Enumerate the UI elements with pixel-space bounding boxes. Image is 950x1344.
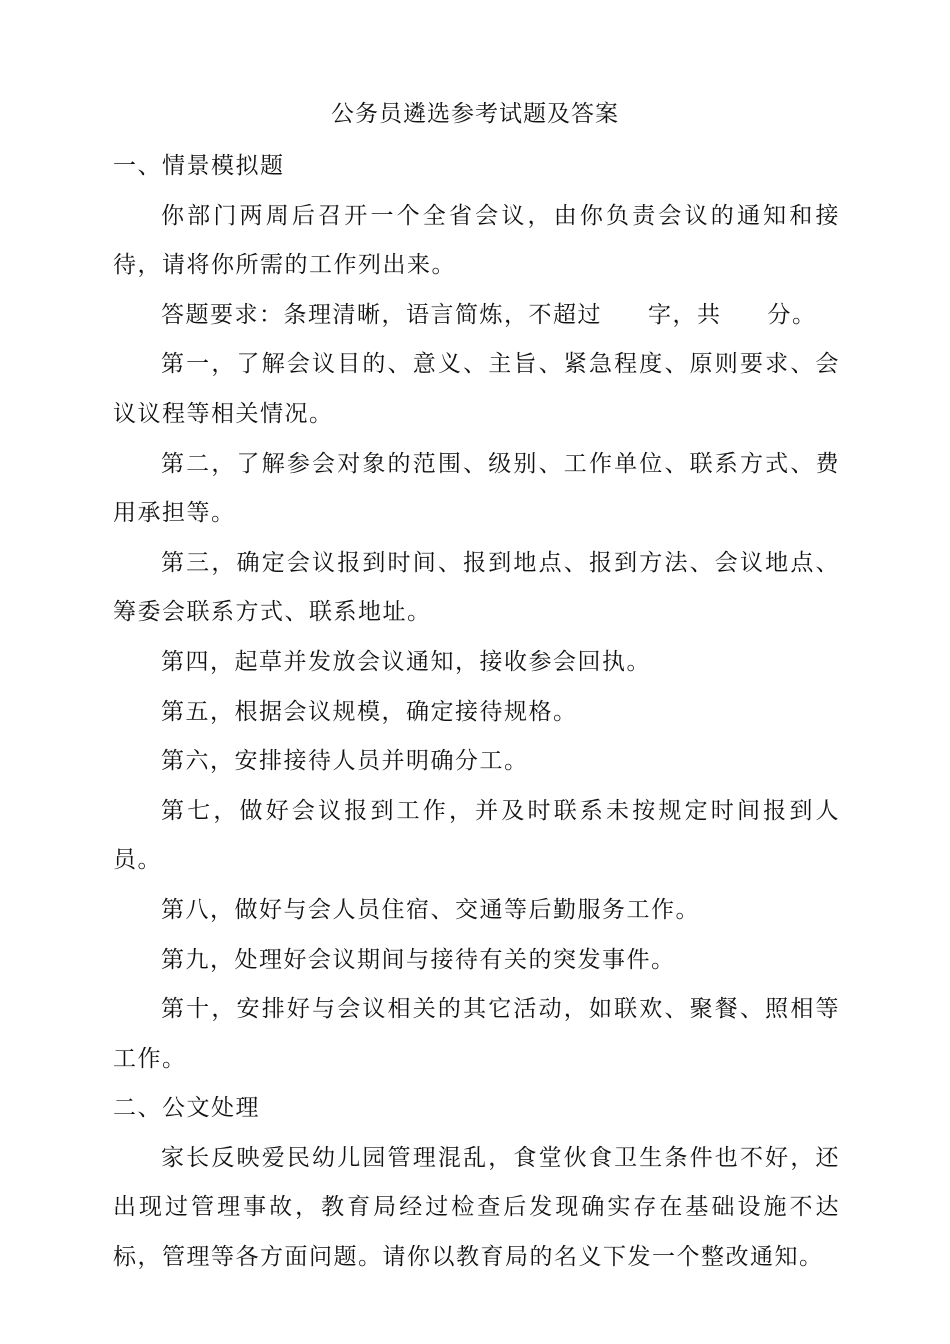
document-processing-question: 家长反映爱民幼儿园管理混乱，食堂伙食卫生条件也不好，还出现过管理事故，教育局经过检查后发现确实存在基础设施不达标，管理等各方面问题。请你以教育局的名义下发一个整改通知。 xyxy=(113,1144,840,1271)
section-heading-scenario: 一、情景模拟题 xyxy=(113,153,285,179)
answer-item: 第八，做好与会人员住宿、交通等后勤服务工作。 xyxy=(161,896,700,923)
answer-item: 第十，安排好与会议相关的其它活动，如联欢、聚餐、照相等工作。 xyxy=(113,996,840,1072)
document-body xyxy=(113,142,840,1283)
answer-item: 第七，做好会议报到工作，并及时联系未按规定时间报到人员。 xyxy=(113,797,840,874)
answer-item: 第五，根据会议规模，确定接待规格。 xyxy=(161,698,578,725)
answer-item: 第三，确定会议报到时间、报到地点、报到方法、会议地点、筹委会联系方式、联系地址。 xyxy=(113,549,840,626)
answer-item: 第四，起草并发放会议通知，接收参会回执。 xyxy=(161,648,651,675)
requirement-prefix: 答题要求：条理清晰，语言简炼，不超过 xyxy=(161,301,602,328)
section-heading-document-processing: 二、公文处理 xyxy=(113,1095,260,1122)
requirement-unit-words: 字，共 xyxy=(648,301,722,328)
scenario-question: 你部门两周后召开一个全省会议，由你负责会议的通知和接待，请将你所需的工作列出来。 xyxy=(113,202,840,279)
answer-item: 第一，了解会议目的、意义、主旨、紧急程度、原则要求、会议议程等相关情况。 xyxy=(113,351,840,427)
answer-item: 第九，处理好会议期间与接待有关的突发事件。 xyxy=(161,946,676,973)
document-title: 公务员遴选参考试题及答案 xyxy=(331,101,619,127)
requirement-unit-points: 分。 xyxy=(767,301,817,328)
answer-requirement xyxy=(113,291,840,341)
answer-item: 第二，了解参会对象的范围、级别、工作单位、联系方式、费用承担等。 xyxy=(113,450,840,527)
answer-item: 第六，安排接待人员并明确分工。 xyxy=(161,748,529,775)
